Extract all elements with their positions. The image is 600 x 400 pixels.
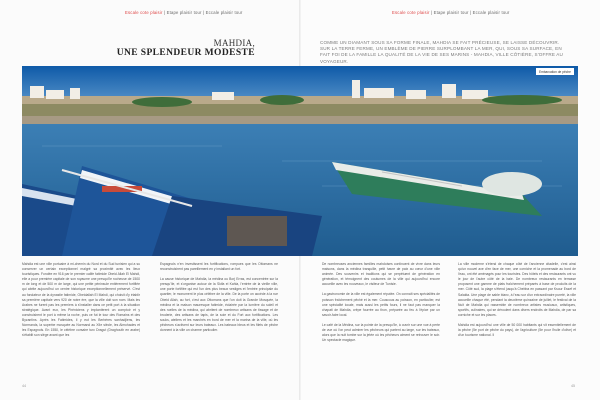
photo-caption: Embarcation de pêche (536, 68, 574, 75)
text-column-2 (160, 262, 278, 338)
paragraph: La gastronomie de la ville est également réputée. On connaît ses spécialités de poisson fraîchement pêché et la mer. Couscous au poisson, en particulier, est une spécialité locale, mais aussi les petits fours, il ne faut pas manquer la chapati de Mahdia, crêpe fourrée au thon, préparée au feu à l'épice par un savoir-faire local. (322, 292, 440, 317)
text-column-1 (22, 262, 140, 343)
paragraph: Mahdia est aujourd'hui une ville de 50 000 habitants qui vit essentiellement de la pêche (5e port de pêche du pays), de l'agriculture (5e pour l'huile d'olive) et d'un tourisme national. Il (458, 323, 576, 338)
paragraph: La cause historique de Mahdia, la médina ou Borj Erras, est concentrée sur la presqu'île, et s'organise autour de la Skifa el Kahla, l'entrée de la vieille ville, une porte fortifiée qui est l'un des plus beaux vestiges et l'entrée principale du quartier, le monument le plus célèbre de la ville. De la porte on accède à la rue Obeid Allah, au fort, c'est aux Ottomans que l'on doit la Grande Mosquée, la médina et la maison mauresque fatimide, éclairée par la lumière du soleil et des ruelles de la médina, qui abritent de nombreux artisans de tissage et de broderie, des artisans de tapis, de la soie et du Fort aux fortifications. Les souks, ateliers et les marchés en bord de mer et la marina de la ville, où les pêcheurs s'activent sur leurs bateaux. Les bateaux bleus et les filets de pêche donnent à la ville un charme particulier. (160, 277, 278, 333)
title-line-2: UNE SPLENDEUR MODESTE (116, 48, 255, 58)
running-head-left (125, 10, 242, 15)
paragraph: Le café de la Médina, sur la pointe de la presqu'île, à ouvrir sur une vue à perte de vue où l'on peut admirer les pêcheurs qui partent au large, sur les bateaux, alors que la nuit tombe sur la jetée où les pêcheurs aiment se retrouver le soir. Un spectacle magique. (322, 322, 440, 343)
paragraph: De nombreuses anciennes familles mahdoises continuent de vivre dans leurs maisons, dans la médina tranquille, petit havre de paix au cœur d'une ville animée. Des souvenirs et traditions qui se perpétuent de génération en génération, et témoignent des coutumes de la ville qui aujourd'hui encore accueille avec les nouveaux, le visiteur de Tunisie. (322, 262, 440, 287)
text-column-3 (322, 262, 440, 348)
paragraph: La ville moderne s'étend de chaque côté de l'ancienne citadelle, c'est ainsi qu'un nouvel axe d'en face de mer, une corniche et la promenade au bord de l'eau, ont été aménagés pour les touristes. Des hôtels et des restaurants ont vu le jour de l'autre côté de la baie. De nombreux restaurants en terrasse proposent une gamme de plats fraîchement préparés à base de produits de la mer. Côté sud, la plage s'étend jusqu'à Chebba en passant par Ksour Essef et Salakta. Une plage de sable blanc, à l'eau sur d'un extraordinaire pureté, la ville accueille chaque été, pendant la deuxième quinzaine de juillet, le festival de la Nuit de Mahdia qui rassemble de nombreux artistes musicaux, artistiques, sportifs, culinaires, qui se déroulent dans divers endroits de Mahdia, de par sa corniche et sur les places. (458, 262, 577, 317)
page-number-right: 45 (571, 384, 575, 388)
harbor-photo-illustration (22, 66, 578, 256)
article-title (95, 38, 255, 58)
text-column-4 (458, 262, 576, 343)
running-head-text: | Etape plaisir tour | Eccale plaisir tour (163, 10, 243, 15)
harbor-photo (22, 66, 578, 256)
running-head-right (392, 10, 509, 15)
page-number-left: 44 (22, 384, 26, 388)
running-head-brand: Escale cote plaisir (392, 10, 430, 15)
running-head-brand: Escale cote plaisir (125, 10, 163, 15)
intro-paragraph: COMME UN DIAMANT SOUS SA FORME FINALE, MAHDIA SE FAIT PRÉCIEUSE, SE LAISSE DÉCOUVRIR. SUR LA TERRE FERME, UN EMBLÈME DE PIERRE SURPLOMBANT LA MER, QUI, SOUS SA SURFACE, EN FAIT FOI DE LA FAMILLE LA QUALITÉ DE LA VIE DE SES MARINS - MAHDIA, VILLE CÔTIÈRE, S'OFFRE AU VOYAGEUR. (320, 40, 563, 64)
title-line-1: MAHDIA, (213, 38, 255, 48)
paragraph: Espagnols n'en investissent les fortifications, rompues que les Ottomans ne reconstruisirent pas pareillement en y installant un fort. (160, 262, 278, 272)
running-head-text: | Etape plaisir tour | Eccale plaisir tour (430, 10, 510, 15)
paragraph: Mahdia est une ville portuaire à mi-chemin du Nord et du Sud tunisien qui a su conserver un certain exceptionnel malgré sa proximité avec les lieux touristiques. Fondée en 916 par le premier calife fatimide Obeid Allah El Mahdi, elle a pour première capitale de son royaume une presqu'île rocheuse de 1500 m de long et de 500 m de large, qui une petite péninsule entièrement fortifiée qui abrite aujourd'hui un centre historique exceptionnellement préservé. C'est au fondateur de la dynastie fatimide, Obeidallah El Mahdi, qui choisit d'y établir sa première capitale vers 920 de notre ère, que la ville doit son nom. Mais les Arabes ne furent pas les premiers à s'installer dans ce petit port à la situation stratégique. Avant eux, les Phéniciens y implantèrent un comptoir et y construisirent le port à même la roche, puis ce fut le tour des Romains et des Byzantins. Après les Fatimides, il y eut les Berbères sanhadjiens, les Normands, la superbe mosquée au Normand au XIIe siècle, les Almohades et les Espagnols. En 1550, le célèbre corsaire turc Dragut (Draghouth en arabe) s'établit son siège avant que les (22, 262, 140, 338)
